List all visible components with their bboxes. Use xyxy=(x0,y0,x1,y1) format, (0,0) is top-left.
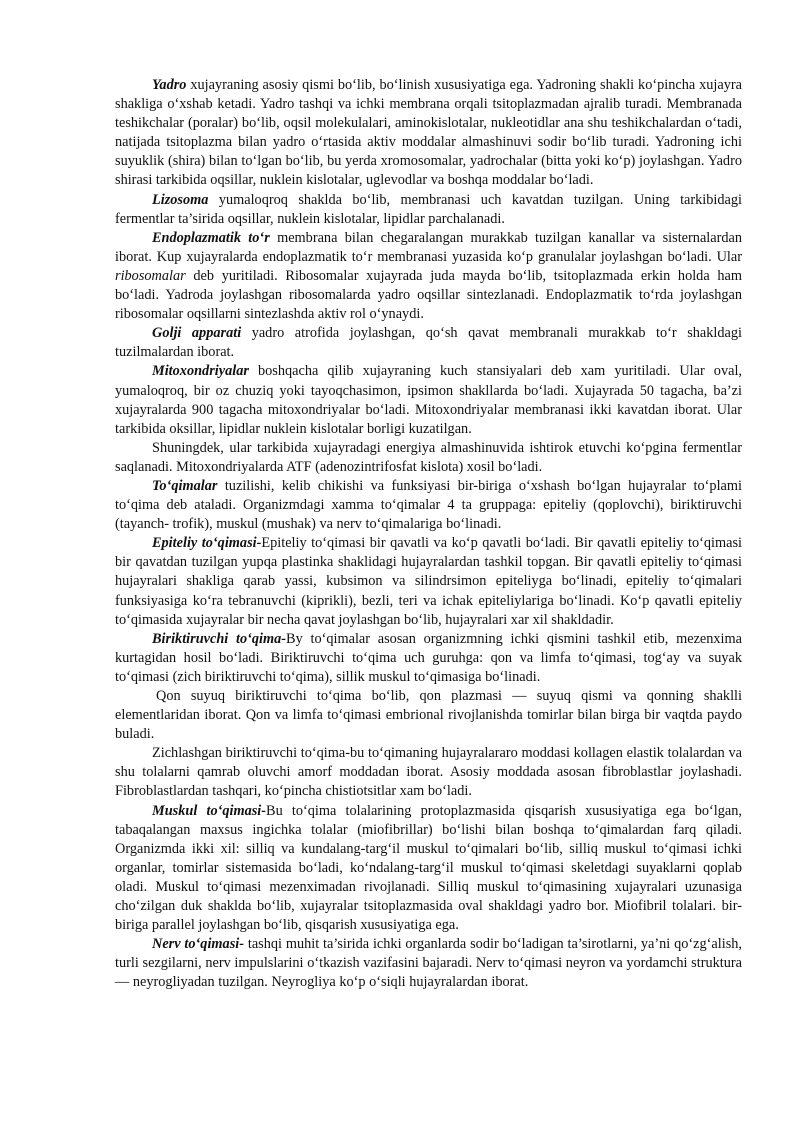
term-heading: Mitoxondriyalar xyxy=(152,363,249,380)
paragraph-text: Qon suyuq biriktiruvchi to‘qima bo‘lib, qon plazmasi — suyuq qismi va qonning shaklli elementlaridan iborat. Qon va limfa to‘qimasi embrional rivojlanishda tomirlar bilan birga bir vaqtda paydo buladi. xyxy=(115,688,742,743)
body-paragraph xyxy=(115,229,742,324)
term-heading: Endoplazmatik to‘r xyxy=(152,229,270,246)
body-paragraph xyxy=(115,935,742,992)
term-heading: Muskul to‘qimasi- xyxy=(152,802,267,819)
term-heading: Lizosoma xyxy=(152,191,209,208)
body-paragraph xyxy=(115,802,742,936)
body-paragraph xyxy=(115,744,742,801)
paragraph-text: Bu to‘qima tolalarining protoplazmasida qisqarish xususiyatiga ega bo‘lgan, tabaqalangan maxsus ingichka tolalar (miofibrillar) bo‘lishi bilan boshqa to‘qimalardan farq qiladi. Organizmda ikki xil: silliq va kundalang-targ‘il muskul to‘qimalari bo‘lib, silliq muskul to‘qimasi ichki organlar, tomirlar sistemasida bo‘ladi, ko‘ndalang-targ‘il muskul to‘qimasi skeletdagi suyaklarni qoplab oladi. Muskul to‘qimasi mezenximadan rivojlanadi. Silliq muskul to‘qimasining xujayralari uzunasiga cho‘zilgan duk shaklda bo‘lib, xujayralar tsitoplazmasida oval shakldagi yadro bor. Miofibril tolalari. bir-biriga parallel joylashgan bo‘lib, qisqarish xususiyatiga ega. xyxy=(115,802,742,934)
paragraph-text: yadro atrofida joylashgan, qo‘sh qavat membranali murakkab to‘r shakldagi tuzilmalardan iborat. xyxy=(115,325,742,361)
term-heading: Nerv to‘qimasi- xyxy=(152,936,244,953)
paragraph-text: membrana bilan chegaralangan murakkab tuzilgan kanallar va sisternalardan iborat. Kup xujayralarda endoplazmatik to‘r membranasi yuzasida ko‘p granulalar joylashgan bo‘ladi. Ular xyxy=(115,229,743,265)
body-paragraph xyxy=(115,534,742,629)
body-paragraph xyxy=(115,439,742,477)
body-paragraph xyxy=(115,324,742,362)
term-heading: Golji apparati xyxy=(152,325,242,342)
term-heading: Yadro xyxy=(152,77,187,93)
term-heading: Biriktiruvchi to‘qima- xyxy=(152,630,287,647)
body-paragraph xyxy=(115,191,742,229)
term-heading: To‘qimalar xyxy=(152,477,218,494)
paragraph-text: Shuningdek, ular tarkibida xujayradagi energiya almashinuvida ishtirok etuvchi ko‘pgina fermentlar saqlanadi. Mitoxondriyalarda ATF (adenozintrifosfat kislota) xosil bo‘ladi. xyxy=(115,439,742,475)
paragraph-text: Epiteliy to‘qimasi bir qavatli va ko‘p qavatli bo‘ladi. Bir qavatli epiteliy to‘qimasi bir qavatdan tuzilgan yupqa plastinka shaklidagi hujayralardan tashkil topgan. Bir qavatli epiteliy to‘qimasi hujayralari shakliga qarab yassi, kubsimon va silindrsimon epiteliyga bo‘linadi, epiteliy to‘qimalari funksiyasiga ko‘ra tebranuvchi (kiprikli), bezli, teri va ichak epiteliylariga bo‘linadi. Ko‘p qavatli epiteliy to‘qimasida xujayralar bir necha qavat joylashgan bo‘lib, hujayralari xar xil shakldadir. xyxy=(115,535,742,628)
term-heading: Epiteliy to‘qimasi- xyxy=(152,535,262,552)
paragraph-text: By to‘qimalar asosan organizmning ichki qismini tashkil etib, mezenxima kurtagidan hosil bo‘ladi. Biriktiruvchi to‘qima uch guruhga: qon va limfa to‘qimasi, tog‘ay va suyak to‘qimasi (zich biriktiruvchi to‘qima), sillik muskul to‘qimasiga bo‘linadi. xyxy=(115,630,742,685)
body-paragraph xyxy=(115,362,742,438)
body-paragraph xyxy=(115,687,742,744)
paragraph-text: Zichlashgan biriktiruvchi to‘qima-bu to‘qimaning hujayralararo moddasi kollagen elastik tolalardan va shu tolalarni qamrab oluvchi amorf moddadan iborat. Asosiy moddada asosan fibroblastlar joylashadi. Fibroblastlardan tashqari, ko‘pincha chistiotsitlar xam bo‘ladi. xyxy=(115,745,742,800)
italic-term: ribosomalar xyxy=(115,267,186,284)
body-paragraph xyxy=(115,477,742,534)
paragraph-text: xujayraning asosiy qismi bo‘lib, bo‘linish xususiyatiga ega. Yadroning shakli ko‘pincha xujayra shakliga o‘xshab ketadi. Yadro tashqi va ichki membrana orqali tsitoplazmadan ajralib turadi. Membranada teshikchalar (poralar) bo‘lib, oqsil molekulalari, aminokislotalar, nukleotidlar ana shu teshikchalardan o‘tadi, natijada tsitoplazma bilan yadro o‘rtasida aktiv moddalar almashinuvi sodir bo‘lib turadi. Yadroning ichi suyuklik (shira) bilan to‘lgan bo‘lib, bu yerda xromosomalar, yadrochalar (bitta yoki ko‘p) joylashgan. Yadro shirasi tarkibida oqsillar, nuklein kislotalar, uglevodlar va boshqa moddalar bo‘ladi. xyxy=(115,77,742,189)
paragraph-text: tashqi muhit ta’sirida ichki organlarda sodir bo‘ladigan ta’sirotlarni, ya’ni qo‘zg‘alish, turli sezgilarni, nerv impulslarini o‘tkazish vazifasini bajaradi. Nerv to‘qimasi neyron va yordamchi struktura — neyrogliyadan tuzilgan. Neyrogliya ko‘p o‘siqli hujayralardan iborat. xyxy=(115,936,742,991)
paragraph-text: boshqacha qilib xujayraning kuch stansiyalari deb xam yuritiladi. Ular oval, yumaloqroq, bir oz chuziq yoki tayoqchasimon, ipsimon shakllarda bo‘ladi. Xujayrada 50 tagacha, ba’zi xujayralarda 900 tagacha mitoxondriyalar bo‘ladi. Mitoxondriyalar membranasi ikki kavatdan iborat. Ular tarkibida oksillar, lipidlar nuklein kislotalar borligi kuzatilgan. xyxy=(115,363,742,437)
paragraph-text: yumaloqroq shaklda bo‘lib, membranasi uch kavatdan tuzilgan. Uning tarkibidagi fermentlar ta’sirida oqsillar, nuklein kislotalar, lipidlar parchalanadi. xyxy=(115,191,742,227)
body-paragraph xyxy=(115,630,742,687)
paragraph-text: tuzilishi, kelib chikishi va funksiyasi bir-biriga o‘xshash bo‘lgan hujayralar to‘plami to‘qima deb ataladi. Organizmdagi xamma to‘qimalar 4 ta gruppaga: epiteliy (qoplovchi), biriktiruvchi (tayanch- trofik), muskul (mushak) va nerv to‘qimalariga bo‘linadi. xyxy=(115,477,742,533)
body-paragraph xyxy=(115,76,742,191)
paragraph-text: deb yuritiladi. Ribosomalar xujayrada juda mayda bo‘lib, tsitoplazmada erkin holda ham bo‘ladi. Yadroda joylashgan ribosomalarda yadro oqsillar sintezlanadi. Endoplazmatik to‘rda joylashgan ribosomalar oqsillarni sintezlashda aktiv rol o‘ynaydi. xyxy=(115,267,742,323)
